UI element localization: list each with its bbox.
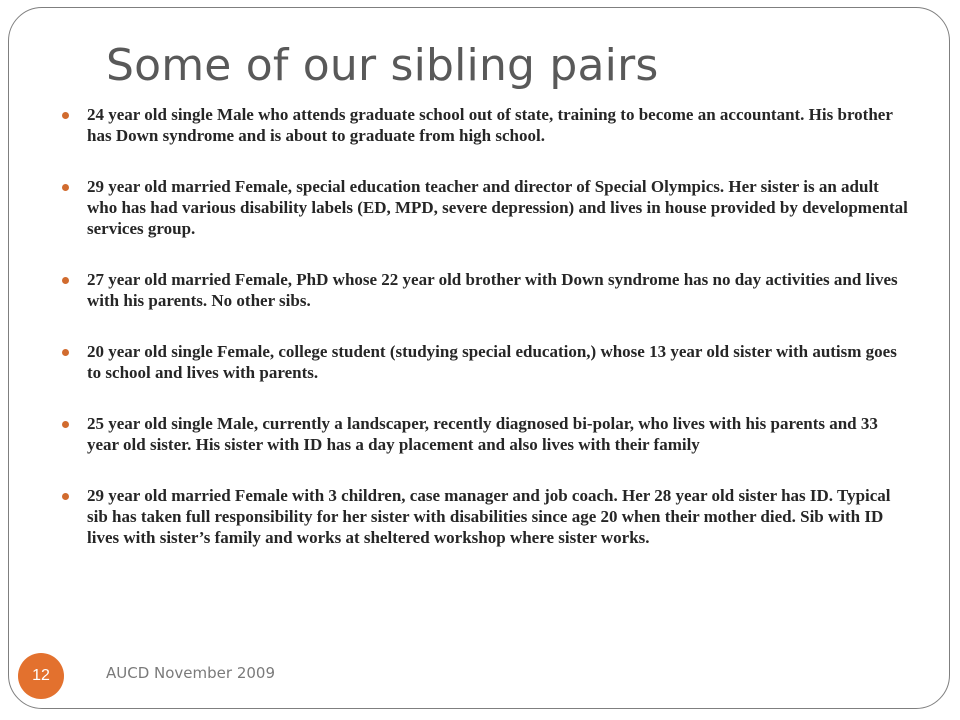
bullet-item: [62, 176, 908, 239]
bullet-text: 20 year old single Female, college student (studying special education,) whose 13 year old sister with autism goes to school and lives with parents.: [87, 342, 897, 382]
bullet-dot-icon: [62, 112, 69, 119]
footer-text: AUCD November 2009: [106, 664, 276, 682]
page-number-badge: 12: [18, 653, 64, 699]
bullet-dot-icon: [62, 493, 69, 500]
bullet-dot-icon: [62, 277, 69, 284]
bullet-text: 29 year old married Female with 3 children, case manager and job coach. Her 28 year old sister has ID. Typical sib has taken full responsibility for her sister with disabilities since age 20 when their mother died. Sib with ID lives with sister’s family and works at sheltered workshop where sister works.: [87, 486, 891, 547]
bullet-item: [62, 413, 908, 455]
bullet-text: 29 year old married Female, special education teacher and director of Special Olympics. Her sister is an adult who has had various disability labels (ED, MPD, severe depression) and lives in house provided by developmental services group.: [87, 177, 908, 238]
bullet-item: [62, 341, 908, 383]
slide-title: Some of our sibling pairs: [106, 40, 659, 91]
bullet-dot-icon: [62, 349, 69, 356]
bullet-dot-icon: [62, 421, 69, 428]
bullet-dot-icon: [62, 184, 69, 191]
bullet-item: [62, 104, 908, 146]
bullet-text: 24 year old single Male who attends graduate school out of state, training to become an accountant. His brother has Down syndrome and is about to graduate from high school.: [87, 105, 893, 145]
bullet-item: [62, 485, 908, 548]
bullet-text: 25 year old single Male, currently a landscaper, recently diagnosed bi-polar, who lives with his parents and 33 year old sister. His sister with ID has a day placement and also lives with their family: [87, 414, 878, 454]
bullet-item: [62, 269, 908, 311]
bullet-text: 27 year old married Female, PhD whose 22 year old brother with Down syndrome has no day activities and lives with his parents. No other sibs.: [87, 270, 898, 310]
bullet-list: [62, 104, 908, 578]
